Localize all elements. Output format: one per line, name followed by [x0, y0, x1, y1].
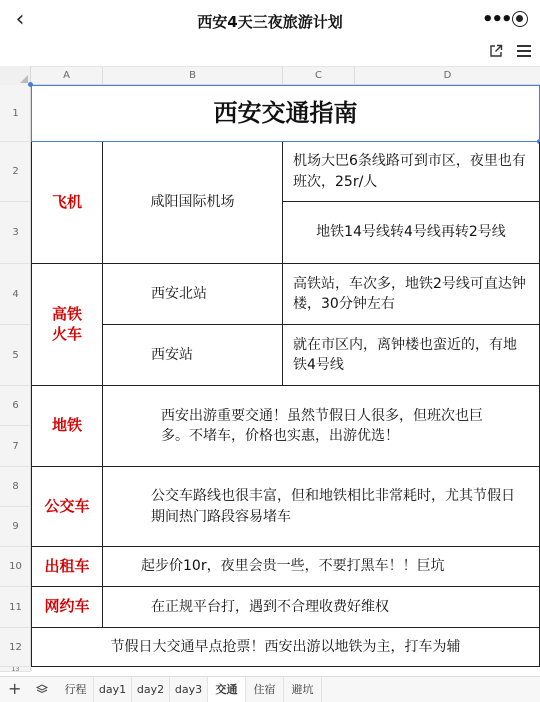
row-header-9[interactable]: 9 — [0, 507, 31, 547]
airport-cell[interactable]: 咸阳国际机场 — [103, 142, 283, 264]
metro-label-cell[interactable]: 地铁 — [31, 386, 103, 467]
spreadsheet-grid — [31, 85, 540, 672]
plane-label-cell[interactable]: 飞机 — [31, 142, 103, 264]
top-bar — [0, 0, 540, 40]
column-header-d[interactable]: D — [443, 70, 452, 81]
row-header-8[interactable]: 8 — [0, 467, 31, 507]
sheet-tabs-bar — [0, 676, 540, 702]
tab-day1[interactable]: day1 — [94, 677, 132, 702]
train-label-cell[interactable]: 高铁 火车 — [31, 264, 103, 386]
tab-day2[interactable]: day2 — [132, 677, 170, 702]
taxi-desc-cell[interactable]: 起步价10r，夜里会贵一些，不要打黑车！！巨坑 — [103, 547, 540, 587]
tab-transport[interactable]: 交通 — [208, 677, 246, 702]
row-header-5[interactable]: 5 — [0, 325, 31, 386]
metro-desc-cell[interactable]: 西安出游重要交通！虽然节假日人很多，但班次也巨多。不堵车，价格也实惠，出游优选！ — [103, 386, 540, 467]
row-header-7[interactable]: 7 — [0, 426, 31, 467]
row-header-11[interactable]: 11 — [0, 587, 31, 628]
ride-desc-cell[interactable]: 在正规平台打，遇到不合理收费好维权 — [103, 587, 540, 628]
xian-station-desc-cell[interactable] — [283, 325, 540, 386]
ride-label-cell[interactable]: 网约车 — [31, 587, 103, 628]
column-header-c[interactable]: C — [283, 67, 355, 86]
layers-icon[interactable] — [36, 684, 48, 694]
row-header-1[interactable]: 1 — [0, 85, 31, 142]
airport-metro-text: 地铁14号线转4号线再转2号线 — [316, 224, 506, 241]
document-title: 西安4天三夜旅游计划 — [197, 13, 343, 31]
chevron-left-icon[interactable]: ‹ — [15, 7, 25, 32]
menu-lines-icon[interactable] — [517, 45, 531, 57]
row-header-4[interactable]: 4 — [0, 264, 31, 325]
row-header-2[interactable]: 2 — [0, 142, 31, 202]
tab-itinerary[interactable]: 行程 — [58, 677, 94, 702]
share-external-icon[interactable] — [489, 44, 503, 58]
record-target-icon[interactable] — [512, 11, 528, 27]
tab-accommodation[interactable]: 住宿 — [246, 677, 284, 702]
bus-desc-cell[interactable]: 公交车路线也很丰富，但和地铁相比非常耗时，尤其节假日期间热门路段容易堵车 — [103, 467, 540, 547]
column-header-b[interactable]: B — [103, 67, 283, 86]
selection-handle[interactable] — [28, 82, 33, 87]
row-header-10[interactable]: 10 — [0, 547, 31, 587]
plus-icon[interactable]: + — [8, 679, 22, 698]
bus-label-cell[interactable]: 公交车 — [31, 467, 103, 547]
row-header-6[interactable]: 6 — [0, 386, 31, 426]
row-header-12[interactable]: 12 — [0, 628, 31, 667]
airport-bus-text: 机场大巴6条线路可到市区，夜里也有班次，25r/人 — [293, 153, 526, 190]
xian-station-desc-text: 就在市区内，离钟楼也蛮近的，有地铁4号线 — [293, 336, 517, 373]
select-all-corner[interactable] — [0, 66, 31, 85]
north-station-desc-text: 高铁站，车次多，地铁2号线可直达钟楼，30分钟左右 — [293, 275, 526, 312]
xian-station-cell[interactable]: 西安站 — [103, 325, 283, 386]
airport-bus-cell[interactable] — [283, 142, 540, 202]
footer-note-cell[interactable]: 节假日大交通早点抢票！西安出游以地铁为主，打车为辅 — [31, 628, 540, 667]
north-station-cell[interactable]: 西安北站 — [103, 264, 283, 325]
taxi-label-cell[interactable]: 出租车 — [31, 547, 103, 587]
north-station-desc-cell[interactable] — [283, 264, 540, 325]
more-dots-icon[interactable]: ••• — [482, 9, 511, 30]
airport-metro-cell[interactable] — [283, 202, 540, 264]
row-header-13[interactable]: 13 — [0, 667, 31, 672]
row-header — [0, 85, 31, 672]
secondary-toolbar — [0, 40, 540, 66]
row-header-3[interactable]: 3 — [0, 202, 31, 264]
tab-day3[interactable]: day3 — [170, 677, 208, 702]
column-header — [31, 66, 540, 85]
column-header-a[interactable]: A — [31, 67, 103, 86]
sheet-title-cell[interactable]: 西安交通指南 — [31, 85, 540, 142]
tab-pitfalls[interactable]: 避坑 — [284, 677, 322, 702]
